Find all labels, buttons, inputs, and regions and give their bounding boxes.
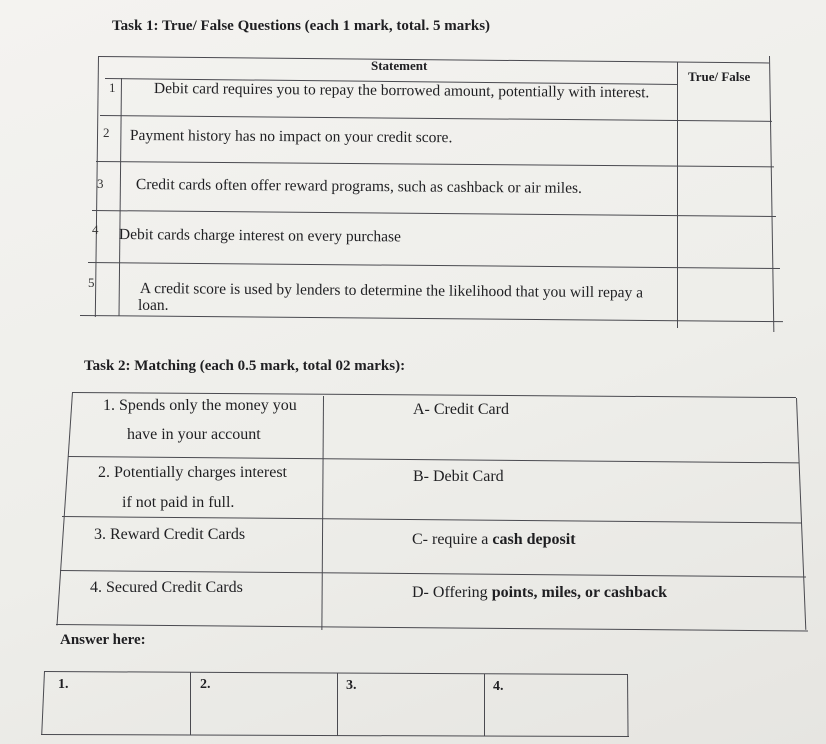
match-item-2: 2. Potentially charges interest — [98, 464, 287, 481]
match-option-c-bold: cash deposit — [492, 531, 576, 548]
task1-heading: Task 1: True/ False Questions (each 1 mark, total. 5 marks) — [112, 18, 491, 34]
statement-column-header: Statement — [371, 58, 428, 73]
row-number: 4 — [92, 222, 99, 237]
row-number: 1 — [109, 80, 116, 95]
task2-heading: Task 2: Matching (each 0.5 mark, total 02 marks): — [84, 358, 406, 374]
statement-text: A credit score is used by lenders to determine the likelihood that you will repay a — [139, 280, 644, 302]
match-option-d-text: D- Offering — [412, 584, 492, 601]
answer-cell-4[interactable]: 4. — [493, 679, 504, 694]
answer-label: Answer here: — [60, 632, 146, 648]
answer-cell-3[interactable]: 3. — [346, 678, 357, 693]
answer-cell-2[interactable]: 2. — [200, 677, 211, 692]
statement-text: Credit cards often offer reward programs, such as cashback or air miles. — [135, 176, 583, 197]
true-false-column-header: True/ False — [688, 69, 751, 84]
match-option-d-bold: points, miles, or cashback — [491, 584, 667, 601]
row-number: 5 — [88, 275, 95, 290]
match-option-b-text: B- Debit Card — [413, 468, 504, 485]
match-item-4: 4. Secured Credit Cards — [90, 579, 243, 596]
row-number: 2 — [103, 125, 110, 140]
match-option-b — [413, 468, 504, 486]
match-option-a-text: A- Credit Card — [413, 401, 509, 418]
statement-text: loan. — [138, 297, 169, 314]
row-number: 3 — [97, 176, 104, 191]
statement-text: Debit card requires you to repay the borrowed amount, potentially with interest. — [153, 80, 650, 102]
match-item-1-cont: have in your account — [127, 426, 261, 443]
answer-cell-1[interactable]: 1. — [58, 677, 69, 692]
match-item-1: 1. Spends only the money you — [103, 397, 297, 414]
match-item-3: 3. Reward Credit Cards — [94, 526, 246, 543]
match-item-2-cont: if not paid in full. — [122, 494, 235, 511]
statement-text: Debit cards charge interest on every purchase — [118, 226, 402, 246]
statement-text: Payment history has no impact on your credit score. — [129, 127, 453, 147]
match-option-c-text: C- require a — [412, 531, 493, 548]
match-option-c — [412, 531, 576, 549]
match-option-a — [413, 401, 509, 419]
match-option-d — [412, 584, 667, 602]
